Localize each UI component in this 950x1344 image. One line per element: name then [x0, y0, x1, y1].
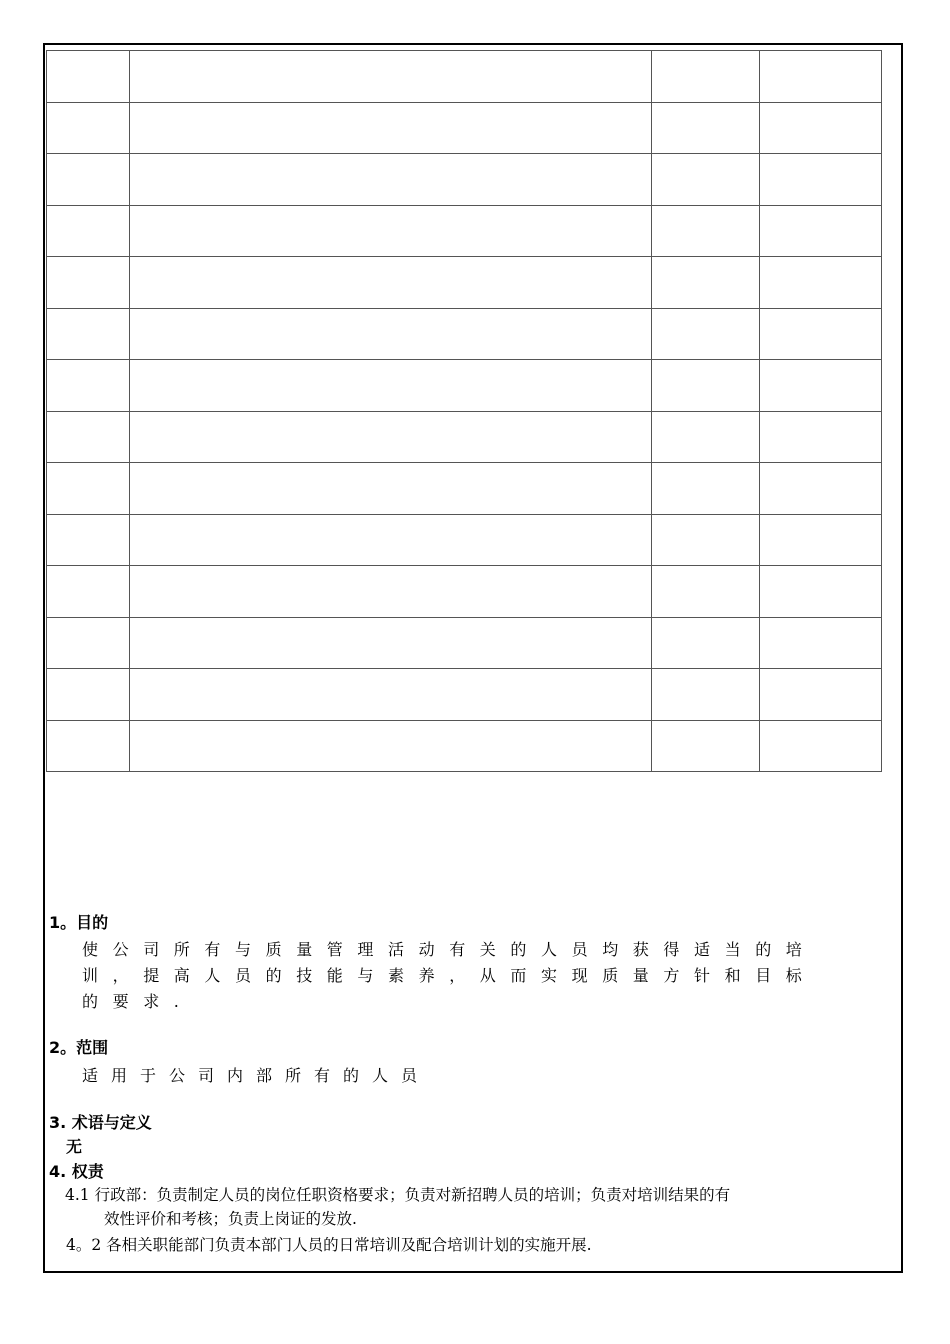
- revision-table-cell: [760, 720, 882, 772]
- revision-table-row: [47, 360, 882, 412]
- section-4-item-1-line-2: 效性评价和考核；负责上岗证的发放.: [104, 1210, 357, 1228]
- revision-table-cell: [760, 411, 882, 463]
- revision-table-cell: [47, 669, 130, 721]
- revision-table-cell: [130, 257, 652, 309]
- revision-table-cell: [760, 257, 882, 309]
- revision-table-cell: [652, 360, 760, 412]
- revision-table-cell: [47, 411, 130, 463]
- revision-table-cell: [130, 360, 652, 412]
- revision-table-cell: [130, 566, 652, 618]
- section-1-line: 训，提高人员的技能与素养，从而实现质量方针和目标: [82, 966, 817, 985]
- section-4-item-1-line-1: 4.1 行政部：负责制定人员的岗位任职资格要求；负责对新招聘人员的培训；负责对培训结果的有: [65, 1186, 731, 1204]
- revision-table-row: [47, 102, 882, 154]
- revision-table-row: [47, 720, 882, 772]
- revision-table-cell: [652, 566, 760, 618]
- revision-table-cell: [760, 463, 882, 515]
- section-4-heading: 4. 权责: [49, 1162, 104, 1181]
- revision-table-cell: [47, 257, 130, 309]
- revision-table-cell: [47, 205, 130, 257]
- revision-table-cell: [760, 669, 882, 721]
- section-2-heading: 2。范围: [49, 1038, 109, 1057]
- revision-table-cell: [47, 102, 130, 154]
- revision-table-row: [47, 257, 882, 309]
- revision-table-cell: [47, 514, 130, 566]
- section-1-body: [82, 937, 882, 1015]
- revision-table-cell: [130, 205, 652, 257]
- revision-table-cell: [47, 720, 130, 772]
- revision-table-cell: [130, 463, 652, 515]
- revision-table-cell: [652, 514, 760, 566]
- revision-table-cell: [652, 617, 760, 669]
- revision-table-cell: [760, 102, 882, 154]
- revision-table-cell: [652, 257, 760, 309]
- section-3-heading: 3. 术语与定义: [49, 1113, 152, 1132]
- revision-table-cell: [652, 669, 760, 721]
- revision-table-cell: [760, 51, 882, 103]
- revision-table: [46, 50, 882, 772]
- revision-table-cell: [652, 51, 760, 103]
- revision-table-row: [47, 308, 882, 360]
- revision-table-cell: [760, 617, 882, 669]
- section-3-body: 无: [66, 1137, 83, 1156]
- revision-table-cell: [760, 308, 882, 360]
- revision-table-cell: [130, 411, 652, 463]
- revision-table-cell: [47, 360, 130, 412]
- revision-table-cell: [652, 463, 760, 515]
- revision-table-row: [47, 205, 882, 257]
- revision-table-cell: [652, 720, 760, 772]
- revision-table-cell: [130, 514, 652, 566]
- revision-table-row: [47, 617, 882, 669]
- revision-table-cell: [47, 617, 130, 669]
- revision-table-row: [47, 669, 882, 721]
- revision-table-row: [47, 463, 882, 515]
- revision-table-cell: [652, 205, 760, 257]
- revision-table-cell: [652, 411, 760, 463]
- revision-table-row: [47, 51, 882, 103]
- revision-table-cell: [760, 514, 882, 566]
- section-1-line: 使公司所有与质量管理活动有关的人员均获得适当的培: [82, 940, 817, 959]
- revision-table-cell: [130, 720, 652, 772]
- revision-table-row: [47, 566, 882, 618]
- revision-table-cell: [130, 102, 652, 154]
- revision-table-cell: [760, 360, 882, 412]
- revision-table-cell: [130, 617, 652, 669]
- revision-table-cell: [760, 566, 882, 618]
- revision-table-cell: [47, 51, 130, 103]
- revision-table-cell: [652, 308, 760, 360]
- section-2-body: 适用于公司内部所有的人员: [82, 1066, 431, 1085]
- section-1-line: 的要求.: [82, 992, 194, 1011]
- revision-table-cell: [760, 154, 882, 206]
- section-4-item-2: 4。2 各相关职能部门负责本部门人员的日常培训及配合培训计划的实施开展.: [66, 1236, 592, 1254]
- revision-table-row: [47, 514, 882, 566]
- revision-table-cell: [652, 154, 760, 206]
- revision-table-cell: [130, 669, 652, 721]
- revision-table-cell: [130, 308, 652, 360]
- revision-table-cell: [47, 308, 130, 360]
- revision-table-cell: [47, 566, 130, 618]
- revision-table-cell: [130, 154, 652, 206]
- revision-table-cell: [47, 154, 130, 206]
- revision-table-row: [47, 411, 882, 463]
- revision-table-cell: [130, 51, 652, 103]
- revision-table-cell: [47, 463, 130, 515]
- section-1-heading: 1。目的: [49, 913, 109, 932]
- revision-table-row: [47, 154, 882, 206]
- revision-table-cell: [652, 102, 760, 154]
- revision-table-cell: [760, 205, 882, 257]
